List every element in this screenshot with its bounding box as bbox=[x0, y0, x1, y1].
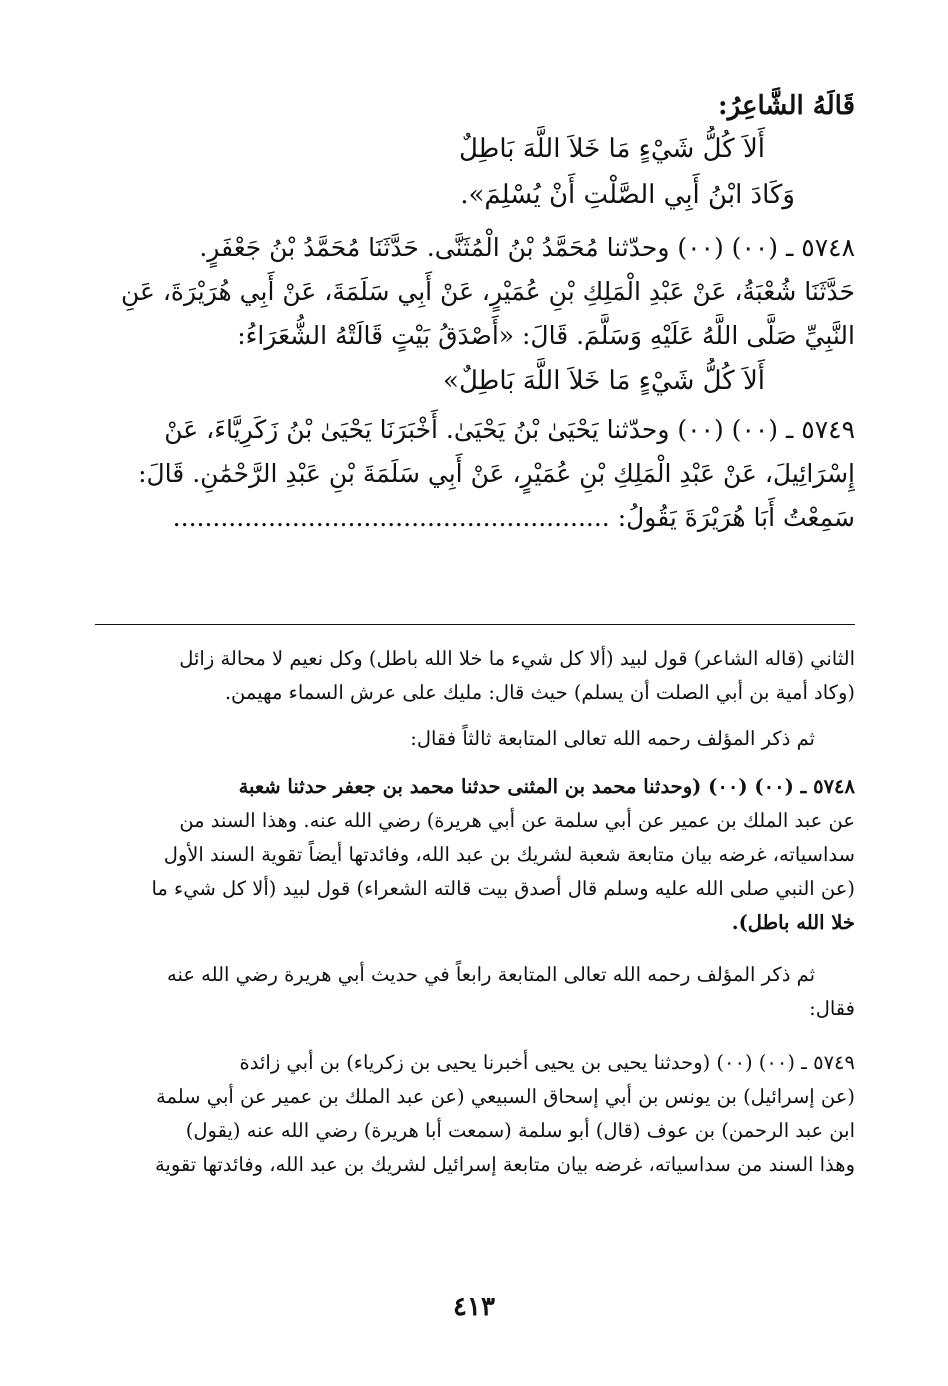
commentary-line: خلا الله باطل). bbox=[731, 911, 855, 934]
commentary-line: ابن عبد الرحمن) بن عوف (قال) أبو سلمة (سمعت أبا هريرة) رضي الله عنه (يقول) bbox=[185, 1119, 855, 1142]
verse-line-1: أَلاَ كُلُّ شَيْءٍ مَا خَلاَ اللَّهَ بَاطِلٌ bbox=[458, 134, 765, 164]
commentary bbox=[95, 642, 855, 1182]
commentary-line: عن عبد الملك بن عمير عن أبي سلمة عن أبي هريرة) رضي الله عنه. وهذا السند من bbox=[179, 809, 855, 832]
page-number: ٤١٣ bbox=[453, 1292, 495, 1322]
commentary-line: (عن النبي صلى الله عليه وسلم قال أصدق بيت قالته الشعراء) قول لبيد (ألا كل شيء ما bbox=[151, 877, 855, 900]
verse-line-3: أَلاَ كُلُّ شَيْءٍ مَا خَلاَ اللَّهَ بَاطِلٌ» bbox=[443, 366, 765, 396]
hadith-5748-line-2: حَدَّثَنَا شُعْبَةُ، عَنْ عَبْدِ الْمَلِكِ بْنِ عُمَيْرٍ، عَنْ أَبِي سَلَمَةَ، عَنْ أَبِي هُرَيْرَةَ، عَنِ bbox=[120, 277, 855, 306]
verse-line-2: وَكَادَ ابْنُ أَبِي الصَّلْتِ أَنْ يُسْلِمَ». bbox=[460, 180, 795, 210]
commentary-line: الثاني (قاله الشاعر) قول لبيد (ألا كل شيء ما خلا الله باطل) وكل نعيم لا محالة زائل bbox=[179, 647, 855, 670]
footnote-divider bbox=[95, 624, 855, 625]
commentary-line: ثم ذكر المؤلف رحمه الله تعالى المتابعة رابعاً في حديث أبي هريرة رضي الله عنه bbox=[167, 963, 815, 986]
commentary-line: ثم ذكر المؤلف رحمه الله تعالى المتابعة ثالثاً فقال: bbox=[410, 727, 815, 750]
hadith-5749-line-3: سَمِعْتُ أَبَا هُرَيْرَةَ يَقُولُ: ....................................................... bbox=[172, 503, 855, 532]
commentary-line: (عن إسرائيل) بن يونس بن أبي إسحاق السبيعي (عن عبد الملك بن عمير عن أبي سلمة bbox=[155, 1085, 855, 1108]
main-text bbox=[95, 86, 855, 540]
poet-heading: قَالَهُ الشَّاعِرُ: bbox=[718, 91, 855, 121]
hadith-5749-line-1: ٥٧٤٩ ـ (٠٠) (٠٠) وحدّثنا يَحْيَىٰ بْنُ يَحْيَىٰ. أَخْبَرَنَا يَحْيَىٰ بْنُ زَكَرِيَّاءَ، عَنْ bbox=[164, 415, 855, 444]
commentary-line: فقال: bbox=[809, 997, 855, 1020]
commentary-line: وهذا السند من سداسياته، غرضه بيان متابعة إسرائيل لشريك بن عبد الله، وفائدتها تقوية bbox=[154, 1153, 855, 1176]
hadith-5749-line-2: إِسْرَائِيلَ، عَنْ عَبْدِ الْمَلِكِ بْنِ عُمَيْرٍ، عَنْ أَبِي سَلَمَةَ بْنِ عَبْدِ الرَّحْمَٰنِ. قَالَ: bbox=[138, 459, 855, 488]
hadith-5748-line-3: النَّبِيِّ صَلَّى اللَّهُ عَلَيْهِ وَسَلَّمَ. قَالَ: «أَصْدَقُ بَيْتٍ قَالَتْهُ الشُّعَرَاءُ: bbox=[237, 321, 855, 350]
hadith-5748-line-1: ٥٧٤٨ ـ (٠٠) (٠٠) وحدّثنا مُحَمَّدُ بْنُ الْمُثَنَّى. حَدَّثَنَا مُحَمَّدُ بْنُ جَعْفَرٍ. bbox=[199, 233, 855, 262]
commentary-line: ٥٧٤٩ ـ (٠٠) (٠٠) (وحدثنا يحيى بن يحيى أخبرنا يحيى بن زكرياء) بن أبي زائدة bbox=[239, 1051, 855, 1074]
commentary-line: ٥٧٤٨ ـ (٠٠) (٠٠) (وحدثنا محمد بن المثنى حدثنا محمد بن جعفر حدثنا شعبة bbox=[238, 775, 855, 798]
commentary-line: (وكاد أمية بن أبي الصلت أن يسلم) حيث قال: مليك على عرش السماء مهيمن. bbox=[224, 681, 855, 704]
commentary-line: سداسياته، غرضه بيان متابعة شعبة لشريك بن عبد الله، وفائدتها أيضاً تقوية السند الأول bbox=[163, 843, 855, 866]
